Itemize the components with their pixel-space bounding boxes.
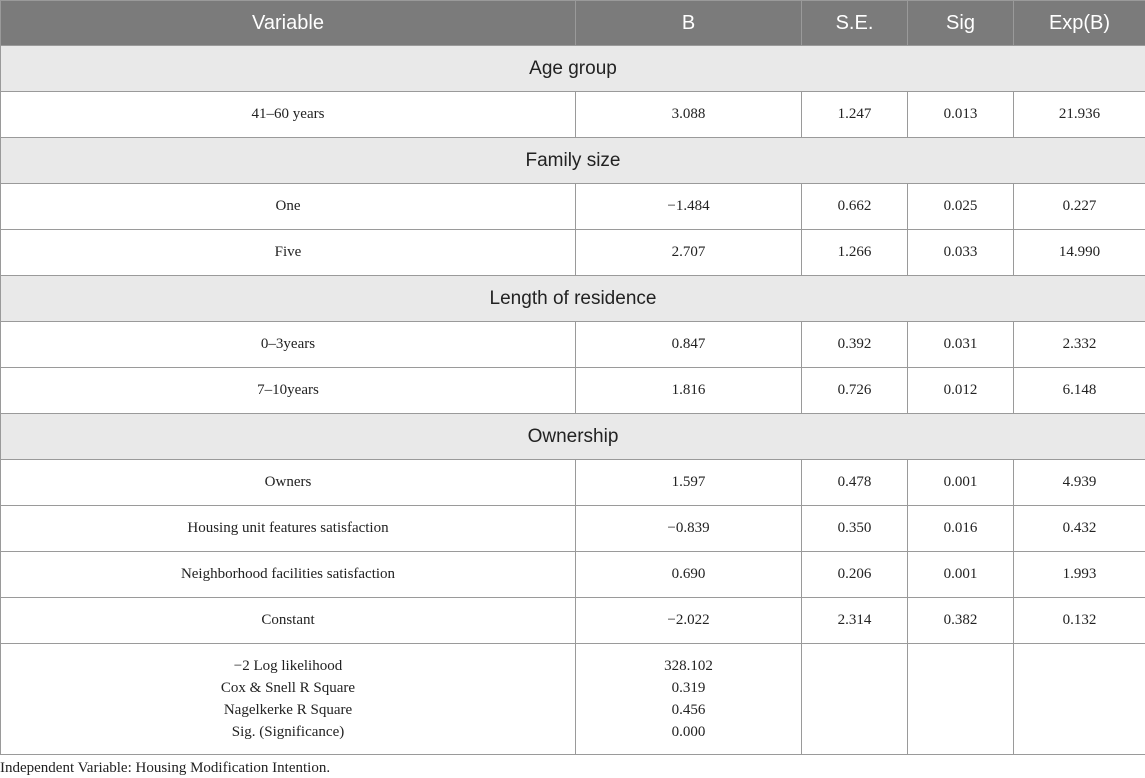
group-row-family-size	[1, 138, 1145, 184]
summary-value: 0.319	[671, 680, 706, 696]
cell-expb: 0.132	[1014, 598, 1145, 644]
cell-sig: 0.001	[908, 552, 1014, 598]
cell-b: 1.816	[576, 368, 802, 414]
cell-b: 0.690	[576, 552, 802, 598]
header-sig: Sig	[908, 1, 1014, 46]
cell-expb: 14.990	[1014, 230, 1145, 276]
summary-values	[576, 644, 802, 755]
table-row	[1, 598, 1145, 644]
header-b: B	[576, 1, 802, 46]
cell-sig: 0.033	[908, 230, 1014, 276]
cell-variable: 0–3years	[1, 322, 576, 368]
table-row	[1, 322, 1145, 368]
table-row	[1, 506, 1145, 552]
summary-value: 328.102	[664, 658, 713, 674]
group-title: Ownership	[1, 414, 1145, 460]
cell-expb: 4.939	[1014, 460, 1145, 506]
group-title: Family size	[1, 138, 1145, 184]
cell-b: 2.707	[576, 230, 802, 276]
cell-se: 0.206	[802, 552, 908, 598]
cell-variable: Constant	[1, 598, 576, 644]
cell-b: 3.088	[576, 92, 802, 138]
cell-sig: 0.025	[908, 184, 1014, 230]
summary-empty-cell	[1014, 644, 1145, 755]
cell-b: −2.022	[576, 598, 802, 644]
table-row	[1, 92, 1145, 138]
table-row	[1, 184, 1145, 230]
cell-se: 0.350	[802, 506, 908, 552]
cell-expb: 0.227	[1014, 184, 1145, 230]
cell-expb: 1.993	[1014, 552, 1145, 598]
table-row	[1, 460, 1145, 506]
cell-se: 1.266	[802, 230, 908, 276]
table-row	[1, 230, 1145, 276]
cell-se: 0.478	[802, 460, 908, 506]
cell-sig: 0.012	[908, 368, 1014, 414]
cell-se: 1.247	[802, 92, 908, 138]
cell-sig: 0.382	[908, 598, 1014, 644]
table-row	[1, 368, 1145, 414]
summary-empty-cell	[908, 644, 1014, 755]
group-row-ownership	[1, 414, 1145, 460]
cell-variable: Owners	[1, 460, 576, 506]
table-row	[1, 552, 1145, 598]
cell-expb: 6.148	[1014, 368, 1145, 414]
cell-b: 1.597	[576, 460, 802, 506]
header-se: S.E.	[802, 1, 908, 46]
cell-b: 0.847	[576, 322, 802, 368]
group-row-length-of-residence	[1, 276, 1145, 322]
cell-expb: 21.936	[1014, 92, 1145, 138]
cell-variable: Five	[1, 230, 576, 276]
summary-label: Nagelkerke R Square	[223, 702, 353, 718]
summary-label: Cox & Snell R Square	[220, 680, 356, 696]
group-title: Length of residence	[1, 276, 1145, 322]
summary-value: 0.000	[671, 724, 706, 740]
group-row-age	[1, 46, 1145, 92]
cell-se: 0.392	[802, 322, 908, 368]
table-footnote: Independent Variable: Housing Modification Intention.	[0, 760, 331, 776]
cell-expb: 0.432	[1014, 506, 1145, 552]
cell-se: 2.314	[802, 598, 908, 644]
cell-variable: One	[1, 184, 576, 230]
header-expb: Exp(B)	[1014, 1, 1145, 46]
group-title: Age group	[1, 46, 1145, 92]
summary-value: 0.456	[671, 702, 706, 718]
cell-b: −1.484	[576, 184, 802, 230]
cell-sig: 0.031	[908, 322, 1014, 368]
cell-b: −0.839	[576, 506, 802, 552]
summary-label: Sig. (Significance)	[231, 724, 345, 740]
cell-variable: Housing unit features satisfaction	[1, 506, 576, 552]
cell-variable: 7–10years	[1, 368, 576, 414]
cell-variable: Neighborhood facilities satisfaction	[1, 552, 576, 598]
cell-expb: 2.332	[1014, 322, 1145, 368]
cell-se: 0.662	[802, 184, 908, 230]
cell-sig: 0.016	[908, 506, 1014, 552]
summary-labels	[1, 644, 576, 755]
header-row	[1, 1, 1145, 46]
cell-variable: 41–60 years	[1, 92, 576, 138]
cell-se: 0.726	[802, 368, 908, 414]
cell-sig: 0.013	[908, 92, 1014, 138]
summary-label: −2 Log likelihood	[233, 658, 343, 674]
model-summary-row	[1, 644, 1145, 755]
summary-empty-cell	[802, 644, 908, 755]
cell-sig: 0.001	[908, 460, 1014, 506]
header-variable: Variable	[1, 1, 576, 46]
